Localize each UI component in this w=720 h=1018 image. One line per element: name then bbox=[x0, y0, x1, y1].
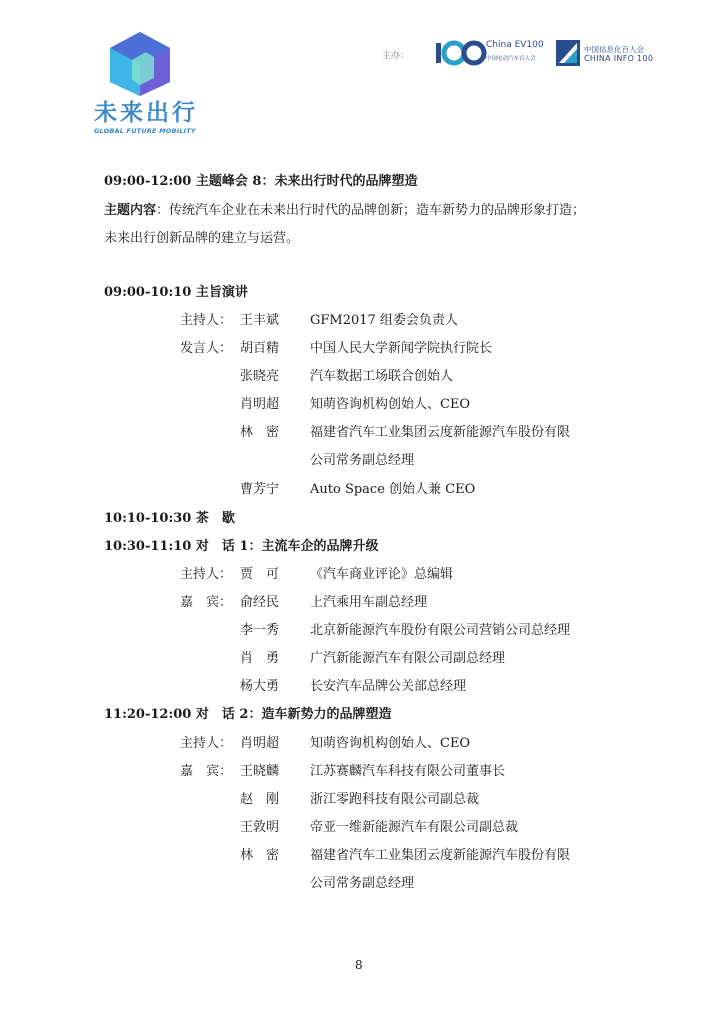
guest-name: 王晓麟 bbox=[240, 764, 280, 779]
guest-desc: 广汽新能源汽车有限公司副总经理 bbox=[310, 651, 506, 666]
dialogue2-host-name: 肖明超 bbox=[240, 736, 280, 751]
speaker-desc: 汽车数据工场联合创始人 bbox=[310, 369, 454, 384]
info100-mark-icon bbox=[556, 40, 580, 66]
guest-desc: 上汽乘用车副总经理 bbox=[310, 595, 428, 610]
guest-desc: 帝亚一维新能源汽车有限公司副总裁 bbox=[310, 820, 519, 835]
speaker-desc-cont: 公司常务副总经理 bbox=[310, 453, 415, 468]
dialogue1-host-role: 主持人： bbox=[180, 567, 233, 582]
dialogue2-host-desc: 知萌咨询机构创始人、CEO bbox=[310, 736, 471, 751]
sponsor-label: 主办： bbox=[382, 51, 410, 61]
keynote-speaker-role: 发言人： bbox=[180, 341, 233, 356]
topic-text-2: 未来出行创新品牌的建立与运营。 bbox=[104, 231, 300, 246]
guest-name: 肖 勇 bbox=[240, 651, 280, 666]
speaker-desc: 中国人民大学新闻学院执行院长 bbox=[310, 341, 493, 356]
logo-english-text: GLOBAL FUTURE MOBILITY bbox=[94, 127, 196, 135]
guest-name: 林 密 bbox=[240, 848, 280, 863]
speaker-desc: Auto Space 创始人兼 CEO bbox=[310, 482, 476, 497]
guest-name: 杨大勇 bbox=[240, 679, 280, 694]
china-ev100-logo bbox=[434, 38, 544, 68]
topic-text-1: ：传统汽车企业在未来出行时代的品牌创新；造车新势力的品牌形象打造； bbox=[156, 203, 586, 218]
dialogue1-host-desc: 《汽车商业评论》总编辑 bbox=[310, 567, 454, 582]
guest-name: 王敦明 bbox=[240, 820, 280, 835]
ev100-chinese-name: 中国电动汽车百人会 bbox=[486, 56, 536, 62]
speaker-name: 曹芳宁 bbox=[240, 482, 280, 497]
info100-chinese-name: 中国信息化百人会 bbox=[584, 45, 644, 54]
dialogue2-title: 11:20-12:00 对 话 2：造车新势力的品牌塑造 bbox=[104, 707, 392, 722]
page-number: 8 bbox=[355, 958, 363, 972]
guest-name: 俞经民 bbox=[240, 595, 280, 610]
speaker-desc: 福建省汽车工业集团云度新能源汽车股份有限 bbox=[310, 425, 571, 440]
guest-desc-cont: 公司常务副总经理 bbox=[310, 876, 415, 891]
page-header bbox=[0, 0, 720, 150]
speaker-desc: 知萌咨询机构创始人、CEO bbox=[310, 397, 471, 412]
dialogue1-host-name: 贾 可 bbox=[240, 567, 280, 582]
tea-break: 10:10-10:30 茶 歇 bbox=[104, 511, 235, 526]
dialogue2-guest-role: 嘉 宾： bbox=[180, 764, 233, 779]
ev100-name: China EV100 bbox=[486, 40, 544, 50]
dialogue2-host-role: 主持人： bbox=[180, 736, 233, 751]
speaker-name: 张晓亮 bbox=[240, 369, 280, 384]
guest-name: 赵 刚 bbox=[240, 792, 280, 807]
dialogue1-guest-role: 嘉 宾： bbox=[180, 595, 233, 610]
china-info100-logo bbox=[556, 40, 666, 68]
dialogue1-title: 10:30-11:10 对 话 1：主流车企的品牌升级 bbox=[104, 539, 379, 554]
keynote-host-name: 王丰斌 bbox=[240, 313, 280, 328]
topic-label: 主题内容 bbox=[104, 203, 157, 218]
keynote-host-role: 主持人： bbox=[180, 313, 233, 328]
summit-title: 09:00-12:00 主题峰会 8：未来出行时代的品牌塑造 bbox=[104, 174, 418, 189]
guest-desc: 长安汽车品牌公关部总经理 bbox=[310, 679, 467, 694]
logo-chinese-text: 未来出行 bbox=[94, 100, 198, 126]
guest-name: 李一秀 bbox=[240, 623, 280, 638]
guest-desc: 江苏赛麟汽车科技有限公司董事长 bbox=[310, 764, 506, 779]
speaker-name: 肖明超 bbox=[240, 397, 280, 412]
keynote-host-desc: GFM2017 组委会负责人 bbox=[310, 313, 458, 328]
keynote-title: 09:00-10:10 主旨演讲 bbox=[104, 285, 248, 300]
speaker-name: 胡百精 bbox=[240, 341, 280, 356]
guest-desc: 浙江零跑科技有限公司副总裁 bbox=[310, 792, 480, 807]
speaker-name: 林 密 bbox=[240, 425, 280, 440]
info100-english-name: CHINA INFO 100 bbox=[584, 54, 654, 63]
guest-desc: 福建省汽车工业集团云度新能源汽车股份有限 bbox=[310, 848, 571, 863]
future-mobility-cube-icon bbox=[108, 30, 172, 98]
ev100-mark-icon bbox=[434, 38, 488, 68]
summit-topic bbox=[104, 202, 585, 220]
guest-desc: 北京新能源汽车股份有限公司营销公司总经理 bbox=[310, 623, 571, 638]
